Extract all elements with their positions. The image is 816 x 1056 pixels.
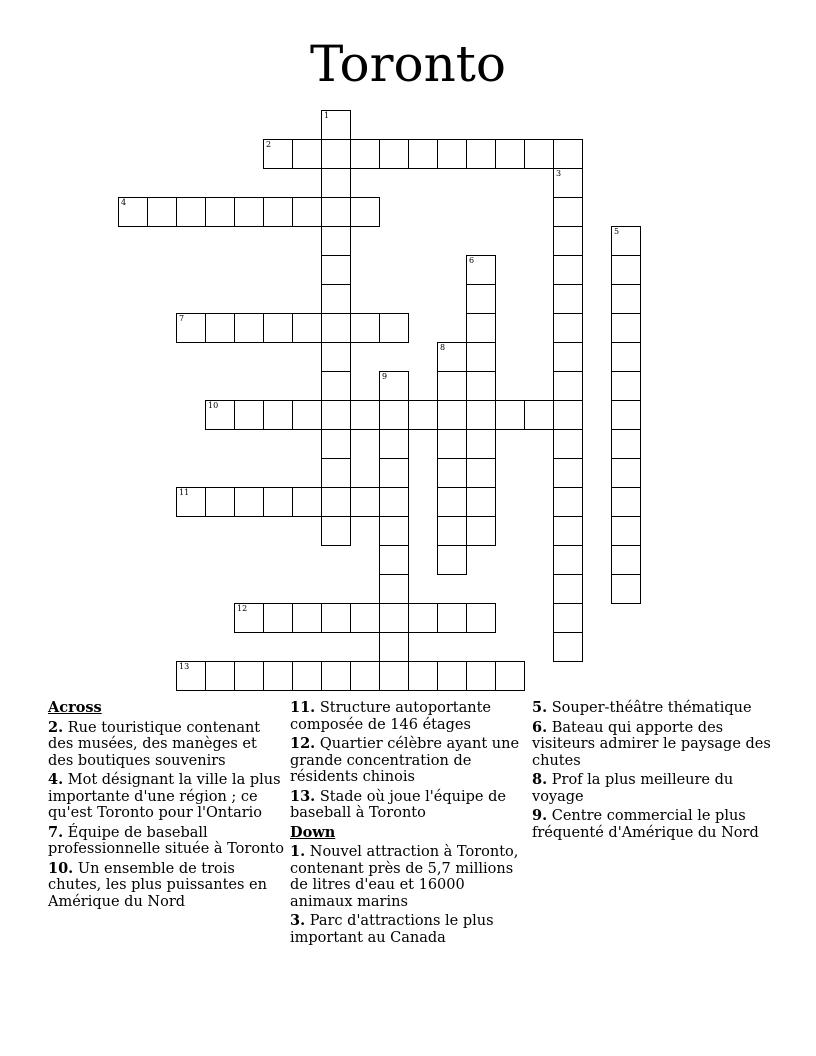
grid-cell[interactable] xyxy=(321,110,351,140)
grid-cell[interactable] xyxy=(611,371,641,401)
grid-cell[interactable] xyxy=(466,516,496,546)
clue-text: Mot désignant la ville la plus importante d'une région ; ce qu'est Toronto pour l'Ontario xyxy=(48,772,281,821)
grid-cell[interactable] xyxy=(350,487,380,517)
clue-text: Un ensemble de trois chutes, les plus puissantes en Amérique du Nord xyxy=(48,860,267,910)
clue-number: 2 xyxy=(266,140,272,149)
grid-cell[interactable] xyxy=(350,197,380,227)
grid-cell[interactable] xyxy=(379,661,409,691)
grid-cell[interactable] xyxy=(321,255,351,285)
grid-cell[interactable] xyxy=(263,197,293,227)
grid-cell[interactable] xyxy=(321,313,351,343)
grid-cell[interactable] xyxy=(553,371,583,401)
clue-label: 9. xyxy=(532,807,548,824)
clue-column-2 xyxy=(290,700,526,949)
grid-cell[interactable] xyxy=(466,400,496,430)
grid-cell[interactable] xyxy=(553,632,583,662)
clue-label: 4. xyxy=(48,771,64,788)
grid-cell[interactable] xyxy=(408,603,438,633)
grid-cell[interactable] xyxy=(611,458,641,488)
grid-cell[interactable] xyxy=(466,487,496,517)
grid-cell[interactable] xyxy=(553,400,583,430)
grid-cell[interactable] xyxy=(553,545,583,575)
clue-label: 11. xyxy=(290,699,316,716)
grid-cell[interactable] xyxy=(321,603,351,633)
grid-cell[interactable] xyxy=(176,487,206,517)
grid-cell[interactable] xyxy=(379,139,409,169)
clue-number: 10 xyxy=(208,401,219,410)
clue xyxy=(48,772,284,822)
clue-number: 1 xyxy=(324,111,330,120)
grid-cell[interactable] xyxy=(553,516,583,546)
clue-text: Centre commercial le plus fréquenté d'Amérique du Nord xyxy=(532,808,759,841)
clue xyxy=(290,736,526,786)
grid-cell[interactable] xyxy=(495,400,525,430)
grid-cell[interactable] xyxy=(553,342,583,372)
grid-cell[interactable] xyxy=(466,603,496,633)
grid-cell[interactable] xyxy=(234,603,264,633)
clue xyxy=(532,700,772,717)
grid-cell[interactable] xyxy=(263,661,293,691)
clue-label: 6. xyxy=(532,718,548,736)
grid-cell[interactable] xyxy=(466,458,496,488)
grid-cell[interactable] xyxy=(437,487,467,517)
grid-cell[interactable] xyxy=(379,632,409,662)
clue-label: 8. xyxy=(532,771,548,788)
grid-cell[interactable] xyxy=(321,487,351,517)
clue-number: 7 xyxy=(179,314,185,323)
grid-cell[interactable] xyxy=(205,661,235,691)
grid-cell[interactable] xyxy=(437,400,467,430)
grid-cell[interactable] xyxy=(437,429,467,459)
grid-cell[interactable] xyxy=(205,313,235,343)
clue xyxy=(48,825,284,858)
clue xyxy=(532,720,772,770)
clue xyxy=(48,861,284,911)
grid-cell[interactable] xyxy=(611,545,641,575)
grid-cell[interactable] xyxy=(553,255,583,285)
grid-cell[interactable] xyxy=(234,661,264,691)
grid-cell[interactable] xyxy=(611,255,641,285)
grid-cell[interactable] xyxy=(379,429,409,459)
grid-cell[interactable] xyxy=(466,429,496,459)
grid-cell[interactable] xyxy=(553,139,583,169)
grid-cell[interactable] xyxy=(234,400,264,430)
grid-cell[interactable] xyxy=(350,139,380,169)
grid-cell[interactable] xyxy=(379,487,409,517)
grid-cell[interactable] xyxy=(553,429,583,459)
grid-cell[interactable] xyxy=(292,313,322,343)
grid-cell[interactable] xyxy=(379,371,409,401)
grid-cell[interactable] xyxy=(553,226,583,256)
clue-text: Équipe de baseball professionnelle située à Toronto xyxy=(48,824,284,857)
clue-text: Quartier célèbre ayant une grande concentration de résidents chinois xyxy=(290,736,520,785)
grid-cell[interactable] xyxy=(437,458,467,488)
grid-cell[interactable] xyxy=(379,516,409,546)
clue-text: Bateau qui apporte des visiteurs admirer le paysage des chutes xyxy=(532,719,771,769)
grid-cell[interactable] xyxy=(611,429,641,459)
grid-cell[interactable] xyxy=(263,603,293,633)
grid-cell[interactable] xyxy=(437,603,467,633)
grid-cell[interactable] xyxy=(234,487,264,517)
grid-cell[interactable] xyxy=(350,400,380,430)
grid-cell[interactable] xyxy=(611,574,641,604)
clue xyxy=(290,844,526,910)
clue xyxy=(532,808,772,841)
grid-cell[interactable] xyxy=(437,661,467,691)
grid-cell[interactable] xyxy=(321,197,351,227)
grid-cell[interactable] xyxy=(350,661,380,691)
grid-cell[interactable] xyxy=(263,313,293,343)
clue xyxy=(290,789,526,822)
grid-cell[interactable] xyxy=(292,603,322,633)
grid-cell[interactable] xyxy=(611,342,641,372)
grid-cell[interactable] xyxy=(553,313,583,343)
grid-cell[interactable] xyxy=(466,139,496,169)
grid-cell[interactable] xyxy=(553,603,583,633)
grid-cell[interactable] xyxy=(553,197,583,227)
grid-cell[interactable] xyxy=(118,197,148,227)
clue-number: 8 xyxy=(440,343,446,352)
across-heading: Across xyxy=(48,699,102,716)
clue-text: Parc d'attractions le plus important au Canada xyxy=(290,913,494,946)
grid-cell[interactable] xyxy=(321,168,351,198)
grid-cell[interactable] xyxy=(292,400,322,430)
grid-cell[interactable] xyxy=(408,139,438,169)
grid-cell[interactable] xyxy=(263,139,293,169)
grid-cell[interactable] xyxy=(321,342,351,372)
clue-label: 3. xyxy=(290,912,306,929)
clue-label: 12. xyxy=(290,735,316,752)
grid-cell[interactable] xyxy=(321,226,351,256)
grid-cell[interactable] xyxy=(611,516,641,546)
grid-cell[interactable] xyxy=(321,516,351,546)
grid-cell[interactable] xyxy=(147,197,177,227)
grid-cell[interactable] xyxy=(176,661,206,691)
grid-cell[interactable] xyxy=(263,487,293,517)
grid-cell[interactable] xyxy=(553,487,583,517)
grid-cell[interactable] xyxy=(466,371,496,401)
grid-cell[interactable] xyxy=(611,487,641,517)
grid-cell[interactable] xyxy=(292,197,322,227)
clue-label: 13. xyxy=(290,787,316,805)
clue-text: Structure autoportante composée de 146 étages xyxy=(290,700,491,733)
grid-cell[interactable] xyxy=(466,284,496,314)
grid-cell[interactable] xyxy=(553,458,583,488)
clue-text: Prof la plus meilleure du voyage xyxy=(532,772,734,805)
grid-cell[interactable] xyxy=(379,574,409,604)
clue-column-3 xyxy=(532,700,772,844)
clue-number: 12 xyxy=(237,604,248,613)
grid-cell[interactable] xyxy=(437,516,467,546)
clue-number: 4 xyxy=(121,198,127,207)
grid-cell[interactable] xyxy=(292,139,322,169)
grid-cell[interactable] xyxy=(292,661,322,691)
grid-cell[interactable] xyxy=(408,661,438,691)
grid-cell[interactable] xyxy=(321,371,351,401)
grid-cell[interactable] xyxy=(611,313,641,343)
clue-label: 5. xyxy=(532,699,548,716)
grid-cell[interactable] xyxy=(379,400,409,430)
down-heading: Down xyxy=(290,823,336,841)
grid-cell[interactable] xyxy=(437,371,467,401)
clue-label: 1. xyxy=(290,843,306,860)
clue-label: 7. xyxy=(48,823,64,841)
clue-text: Souper-théâtre thématique xyxy=(551,700,752,716)
grid-cell[interactable] xyxy=(466,255,496,285)
grid-cell[interactable] xyxy=(321,661,351,691)
grid-cell[interactable] xyxy=(553,168,583,198)
clue-column-1 xyxy=(48,700,284,913)
clue-number: 9 xyxy=(382,372,388,381)
clue xyxy=(532,772,772,805)
grid-cell[interactable] xyxy=(321,284,351,314)
page-title: Toronto xyxy=(310,35,506,93)
grid-cell[interactable] xyxy=(466,313,496,343)
clue-text: Stade où joue l'équipe de baseball à Toronto xyxy=(290,788,506,821)
grid-cell[interactable] xyxy=(321,458,351,488)
grid-cell[interactable] xyxy=(611,400,641,430)
grid-cell[interactable] xyxy=(379,313,409,343)
clue-number: 11 xyxy=(179,488,190,497)
grid-cell[interactable] xyxy=(553,574,583,604)
grid-cell[interactable] xyxy=(379,458,409,488)
grid-cell[interactable] xyxy=(379,603,409,633)
grid-cell[interactable] xyxy=(524,139,554,169)
clue xyxy=(290,700,526,733)
grid-cell[interactable] xyxy=(611,226,641,256)
grid-cell[interactable] xyxy=(234,313,264,343)
grid-cell[interactable] xyxy=(408,400,438,430)
grid-cell[interactable] xyxy=(524,400,554,430)
grid-cell[interactable] xyxy=(611,284,641,314)
grid-cell[interactable] xyxy=(176,313,206,343)
grid-cell[interactable] xyxy=(495,661,525,691)
grid-cell[interactable] xyxy=(553,284,583,314)
grid-cell[interactable] xyxy=(466,342,496,372)
grid-cell[interactable] xyxy=(437,342,467,372)
clue-number: 3 xyxy=(556,169,562,178)
grid-cell[interactable] xyxy=(234,197,264,227)
clue-label: 10. xyxy=(48,859,74,877)
grid-cell[interactable] xyxy=(495,139,525,169)
clue-number: 6 xyxy=(469,256,475,265)
clue-text: Nouvel attraction à Toronto, contenant près de 5,7 millions de litres d'eau et 16000 animaux marins xyxy=(290,844,519,910)
grid-cell[interactable] xyxy=(466,661,496,691)
grid-cell[interactable] xyxy=(321,139,351,169)
grid-cell[interactable] xyxy=(379,545,409,575)
grid-cell[interactable] xyxy=(350,313,380,343)
grid-cell[interactable] xyxy=(176,197,206,227)
grid-cell[interactable] xyxy=(350,603,380,633)
clue-number: 13 xyxy=(179,662,190,671)
clue-text: Rue touristique contenant des musées, des manèges et des boutiques souvenirs xyxy=(48,719,261,769)
grid-cell[interactable] xyxy=(263,400,293,430)
clue xyxy=(48,720,284,770)
clue-number: 5 xyxy=(614,227,620,236)
grid-cell[interactable] xyxy=(205,197,235,227)
grid-cell[interactable] xyxy=(292,487,322,517)
grid-cell[interactable] xyxy=(321,400,351,430)
grid-cell[interactable] xyxy=(205,487,235,517)
grid-cell[interactable] xyxy=(205,400,235,430)
grid-cell[interactable] xyxy=(321,429,351,459)
grid-cell[interactable] xyxy=(437,139,467,169)
clue-label: 2. xyxy=(48,718,64,736)
grid-cell[interactable] xyxy=(437,545,467,575)
clue xyxy=(290,913,526,946)
